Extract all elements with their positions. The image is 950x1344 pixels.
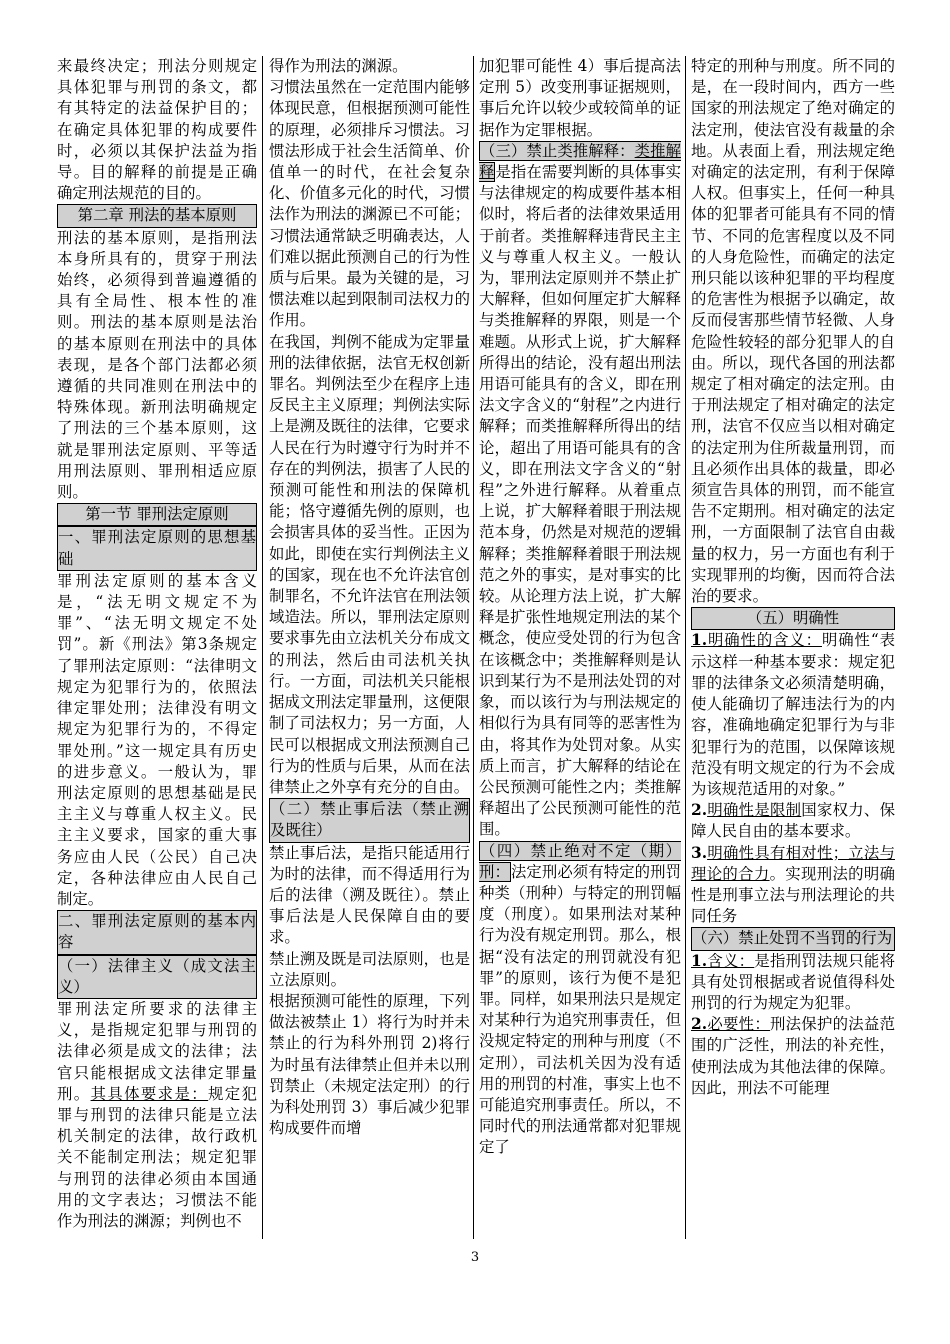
paragraph-text: 是指在需要判断的具体事实与法律规定的构成要件基本相似时，将后者的法律效果适用于前者。类推解释违背民主主义与尊重人权主义。一般认为，罪刑法定原则并不禁止扩大解释，但如何厘定扩大解释与类推解释的界限，则是一个难题。从形式上说，扩大解释所得出的结论，没有超出刑法用语可能具有的含义，即在刑法文字含义的“射程”之内进行解释；而类推解释所得出的结论，超出了用语可能具有的含义，即在刑法文字含义的“射程”之外进行解释。从着重点上说，扩大解释着眼于刑法规范本身，仍然是对规范的逻辑解释；类推解释着眼于刑法规范之外的事实，是对事实的比较。从论理方法上说，扩大解释是扩张性地规定刑法的某个概念，使应受处罚的行为包含在该概念中；类推解释则是认识到某行为不是刑法处罚的对象，而以该行为与刑法规定的相似行为具有同等的恶害性为由，将其作为处罚对象。从实质上而言，扩大解释的结论在公民预测可能性之内；类推解释超出了公民预测可能性的范围。 [479, 163, 681, 839]
paragraph [57, 999, 257, 1232]
section-heading: 第一节 罪刑法定原则 [57, 503, 257, 526]
item-label: 含义： [707, 951, 755, 970]
item-label: 明确性是限制 [707, 801, 802, 820]
document-page [57, 56, 897, 1236]
item-number: 2. [691, 801, 708, 820]
item-text: 刑法保护的法益范围的广泛性，刑法的补充性，使刑法成为其他法律的保障。因此，刑法不可能理 [691, 1015, 895, 1097]
paragraph: 特定的刑种与刑度。所不同的是，在一段时间内，西方一些国家的刑法规定了绝对确定的法定刑，使法官没有裁量的余地。从表面上看，刑法规定绝对确定的法定刑，有利于保障人权。但事实上，任何一种具体的犯罪者可能具有不同的情节、不同的危害程度以及不同的人身危险性，而确定的法定刑只能以该种犯罪的平均程度的危害性为根据予以确定，故反而侵害那些情节轻微、人身危险性较轻的部分犯罪人的自由。所以，现代各国的刑法都规定了相对确定的法定刑。由于刑法规定了相对确定的法定刑，法官不仅应当以相对确定的法定刑为住所裁量刑罚，而且必须作出具体的裁量，即必须宣告具体的刑罚，而不能宣告不定期刑。相对确定的法定刑，一方面限制了法官自由裁量的权力，另一方面也有利于实现罪刑的均衡，因而符合法治的要求。 [691, 57, 895, 606]
item-text: 。实现刑法的明确性是刑事立法与刑法理论的共同任务 [691, 864, 895, 926]
subsection-heading: （三）禁止类推解释： [480, 141, 635, 160]
paragraph-text: 规定犯罪与刑罚的法律只能是立法机关制定的法律，故行政机关不能制定刑法；规定犯罪与刑罚的法律必须由本国通用的文字表达；习惯法不能作为刑法的渊源；判例也不 [57, 1084, 257, 1230]
paragraph: 加犯罪可能性 4）事后提高法定刑 5）改变刑事证据规则，事后允许以较少或较简单的证据作为定罪根据。 [479, 57, 681, 139]
item-number: 1. [691, 631, 708, 650]
paragraph: 来最终决定；刑法分则规定具体犯罪与刑罚的条文，都有其特定的法益保护目的；在确定具体犯罪的构成要件时，必须以其保护法益为指导。目的解释的前提是正确确定刑法规范的目的。 [57, 57, 257, 203]
chapter-heading: 第二章 刑法的基本原则 [57, 204, 257, 227]
paragraph: 得作为刑法的渊源。 [269, 57, 408, 75]
paragraph [479, 841, 681, 1159]
paragraph-text: 罪刑法定所要求的法律主义，是指规定犯罪与刑罚的法律必须是成文的法律；法官只能根据成文法律定罪量刑。 [57, 999, 257, 1103]
item-text: 国家权力、保障人民自由的基本要求。 [691, 801, 895, 841]
paragraph: 习惯法虽然在一定范围内能够体现民意，但根据预测可能性的原理，必须排斥习惯法。习惯法形成于社会生活简单、价值单一的时代，在社会复杂化、价值多元化的时代，习惯法作为刑法的渊源已不可能；习惯法通常缺乏明确表达，人们难以据此预测自己的行为性质与后果。最为关键的是，习惯法难以起到限制司法权力的作用。 [269, 78, 470, 330]
list-item [691, 800, 895, 842]
paragraph: 禁止溯及既是司法原则，也是立法原则。 [269, 949, 470, 989]
column-divider [685, 56, 686, 1239]
column-divider [262, 56, 263, 1239]
paragraph: 罪刑法定原则的基本含义是，“法无明文规定不为罪”、“法无明文规定不处罚”。新《刑法》第3条规定了罪刑法定原则：“法律明文规定为犯罪行为的，依照法律定罪处刑；法律没有明文规定为犯罪行为的，不得定罪处刑。”这一规定具有历史的进步意义。一般认为，罪刑法定原则的思想基础是民主主义与尊重人权主义。民主主义要求，国家的重大事务应由人民（公民）自己决定，各种法律应由人民自己制定。 [57, 571, 257, 908]
subsection-heading-term: 类推解释 [479, 141, 681, 182]
column-2 [269, 56, 470, 1236]
item-label: 明确性具有相对性；立法与理论的合力 [691, 843, 895, 883]
page-number: 3 [470, 1250, 480, 1265]
item-text: 是指刑罚法规只能将具有处罚根据或者说值得科处刑罚的行为规定为犯罪。 [691, 951, 895, 1012]
column-4 [691, 56, 895, 1236]
subsection-heading: 一、罪刑法定原则的思想基础 [57, 526, 257, 570]
paragraph: 根据预测可能性的原理，下列做法被禁止 1）将行为时并未禁止的行为科外刑罚 2)将行为时虽有法律禁止但并未以刑罚禁止（未规定法定刑）的行为科处刑罚 3）事后减少犯罪构成要件而增 [269, 991, 470, 1138]
underlined-label: 其具体要求是： [90, 1084, 209, 1103]
paragraph [479, 141, 681, 841]
subsection-heading: （二）禁止事后法（禁止溯及既往） [269, 798, 470, 842]
list-item [691, 1014, 895, 1099]
item-text: 明确性“表示这样一种基本要求：规定犯罪的法律条文必须清楚明确，使人能确切了解违法行为的内容，准确地确定犯罪行为与非犯罪行为的范围，以保障该规范没有明文规定的行为不会成为该规范适用的对象。” [691, 631, 895, 798]
list-item [691, 843, 895, 928]
list-item [691, 630, 895, 800]
subsection-heading: （五）明确性 [691, 607, 895, 630]
column-3 [479, 56, 681, 1236]
subsection-heading: （四）禁止绝对不定（期）刑： [479, 841, 681, 881]
paragraph-text: 法定刑必须有特定的刑罚种类（刑种）与特定的刑罚幅度（刑度）。如果刑法对某种行为没有规定刑罚。那么，根据“没有法定的刑罚就没有犯罪”的原则，该行为便不是犯罪。同样，如果刑法只是规定对某种行为追究刑事责任，但没规定特定的刑种与刑度（不定刑），司法机关因为没有适用的刑罚的村准，事实上也不可能追究刑事责任。所以，不同时代的刑法通常都对犯罪规定了 [479, 862, 681, 1157]
column-1 [57, 56, 257, 1236]
item-label: 必要性： [707, 1015, 770, 1034]
subsection-heading: 二、罪刑法定原则的基本内容 [57, 910, 257, 954]
subsection-heading: （一）法律主义（成文法主义） [57, 955, 257, 999]
paragraph: 禁止事后法，是指只能适用行为时的法律，而不得适用行为后的法律（溯及既往）。禁止事后法是人民保障自由的要求。 [269, 843, 470, 947]
subsection-heading: （六）禁止处罚不当罚的行为 [691, 927, 895, 950]
item-number: 3. [691, 843, 708, 862]
paragraph: 刑法的基本原则，是指刑法本身所具有的，贯穿于刑法始终，必须得到普遍遵循的具有全局性、根本性的准则。刑法的基本原则是法治的基本原则在刑法中的具体表现，是各个部门法都必须遵循的共同准则在刑法中的特殊体现。新刑法明确规定了刑法的三个基本原则，这就是罪刑法定原则、平等适用刑法原则、罪刑相适应原则。 [57, 228, 257, 502]
item-label: 明确性的含义： [707, 631, 822, 650]
paragraph: 在我国，判例不能成为定罪量刑的法律依据，法官无权创新罪名。判例法至少在程序上违反民主主义原理；判例法实际上是溯及既往的法律，它要求人民在行为时遵守行为时并不存在的判例法，损害了人民的预测可能性和刑法的保障机能；恪守遵循先例的原则，也会损害具体的妥当性。正因为如此，即使在实行判例法主义的国家，现在也不允许法官创制罪名，不允许法官在刑法领域造法。所以，罪刑法定原则要求事先由立法机关分布成文的刑法，然后由司法机关执行。一方面，司法机关只能根据成文刑法定罪量刑，这便限制了司法权力；另一方面，人民可以根据成文刑法预测自己行为的性质与后果，从而在法律禁止之外享有充分的自由。 [269, 332, 470, 796]
item-number: 1. [691, 951, 708, 970]
list-item [691, 951, 895, 1015]
column-divider [473, 56, 474, 1239]
item-number: 2. [691, 1015, 708, 1034]
